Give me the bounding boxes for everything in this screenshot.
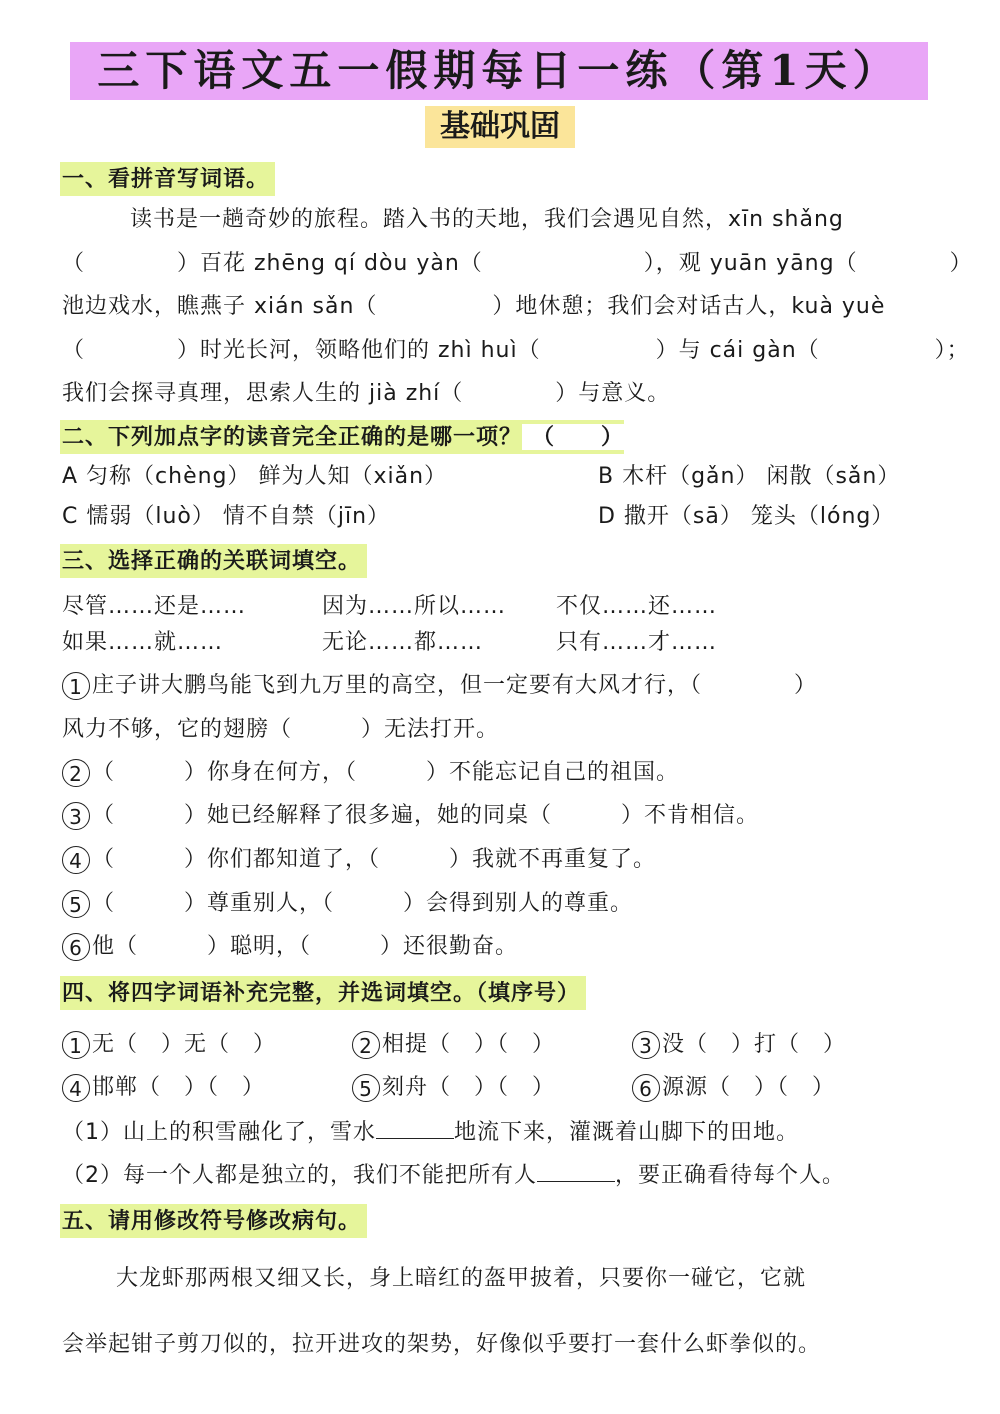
s4-s2-start: （2）每一个人都是独立的，我们不能把所有人	[62, 1163, 537, 1188]
s4-w5-text: 刻舟（ ）（ ）	[382, 1075, 556, 1100]
s4-w1-number: 1	[62, 1031, 90, 1059]
s3-q4-text: （ ）你们都知道了，（ ）我就不再重复了。	[92, 847, 657, 872]
s4-w5-number: 5	[352, 1074, 380, 1102]
s3-q6-text: 他（ ）聪明，（ ）还很勤奋。	[92, 934, 519, 959]
s3-question-1-cont: 风力不够，它的翅膀（ ）无法打开。	[62, 717, 500, 742]
s4-w4-number: 4	[62, 1074, 90, 1102]
s1-line-4: （ ）时光长河，领略他们的 zhì huì（ ）与 cái gàn（ ）；	[62, 338, 970, 363]
s4-sentence-2	[62, 1159, 845, 1192]
s4-w1-text: 无（ ）无（ ）	[92, 1032, 277, 1057]
page-title: 三下语文五一假期每日一练（第1天）	[97, 46, 901, 95]
s3-word-3: 不仅……还……	[556, 594, 718, 619]
s3-q2-number: 2	[62, 759, 90, 787]
s5-line-1: 大龙虾那两根又细又长，身上暗红的盔甲披着，只要你一碰它，它就	[116, 1266, 807, 1291]
s4-w6-text: 源源（ ）（ ）	[662, 1075, 836, 1100]
s3-q1-text: 庄子讲大鹏鸟能飞到九万里的高空，但一定要有大风才行，（ ）	[92, 673, 818, 698]
s1-line-1: 读书是一趟奇妙的旅程。踏入书的天地，我们会遇见自然，xīn shǎng	[130, 207, 844, 232]
s4-w2-number: 2	[352, 1031, 380, 1059]
s4-s1-fill-line	[376, 1116, 454, 1139]
s3-q6-number: 6	[62, 933, 90, 961]
section-2-heading-text: 二、下列加点字的读音完全正确的是哪一项？	[62, 424, 523, 450]
s3-question-4	[62, 844, 656, 876]
s2-option-c: C 懦弱（luò） 情不自禁（jīn）	[62, 504, 391, 529]
s3-q4-number: 4	[62, 846, 90, 874]
section-3-heading: 三、选择正确的关联词填空。	[60, 544, 367, 578]
s3-q3-number: 3	[62, 802, 90, 830]
s4-word-3	[632, 1029, 846, 1061]
s3-word-1: 尽管……还是……	[62, 594, 247, 619]
s1-line-3: 池边戏水，瞧燕子 xián sǎn（ ）地休憩；我们会对话古人，kuà yuè	[62, 294, 886, 319]
s4-sentence-1	[62, 1116, 799, 1149]
s4-word-1	[62, 1029, 276, 1061]
s3-question-2	[62, 757, 679, 789]
s3-word-5: 无论……都……	[322, 630, 484, 655]
s4-word-2	[352, 1029, 555, 1061]
s3-q5-number: 5	[62, 890, 90, 918]
s3-q5-text: （ ）尊重别人，（ ）会得到别人的尊重。	[92, 891, 634, 916]
s3-word-2: 因为……所以……	[322, 594, 507, 619]
page-subtitle: 基础巩固	[425, 106, 575, 148]
s4-word-5	[352, 1072, 555, 1104]
s4-s1-end: 地流下来，灌溉着山脚下的田地。	[454, 1120, 800, 1145]
section-4-heading: 四、将四字词语补充完整，并选词填空。（填序号）	[60, 976, 586, 1010]
section-2-answer-blank: （ ）	[522, 424, 624, 450]
s4-s2-fill-line	[537, 1159, 615, 1182]
s4-w4-text: 邯郸（ ）（ ）	[92, 1075, 266, 1100]
s4-s2-end: ，要正确看待每个人。	[615, 1163, 846, 1188]
s4-w3-number: 3	[632, 1031, 660, 1059]
section-5-heading: 五、请用修改符号修改病句。	[60, 1204, 367, 1238]
s3-question-6	[62, 931, 518, 963]
s1-line-2: （ ）百花 zhēng qí dòu yàn（ ），观 yuān yāng（ ）	[62, 251, 973, 276]
s4-word-6	[632, 1072, 835, 1104]
s4-word-4	[62, 1072, 265, 1104]
section-2-heading	[60, 420, 624, 454]
s3-question-5	[62, 888, 633, 920]
s3-question-1	[62, 670, 817, 702]
s2-option-a: A 匀称（chèng） 鲜为人知（xiǎn）	[62, 464, 448, 489]
s4-w3-text: 没（ ）打（ ）	[662, 1032, 847, 1057]
s4-w6-number: 6	[632, 1074, 660, 1102]
s3-word-4: 如果……就……	[62, 630, 224, 655]
s3-q2-text: （ ）你身在何方，（ ）不能忘记自己的祖国。	[92, 760, 680, 785]
s2-option-b: B 木杆（gǎn） 闲散（sǎn）	[598, 464, 901, 489]
s3-question-3	[62, 800, 759, 832]
s1-line-5: 我们会探寻真理，思索人生的 jià zhí（ ）与意义。	[62, 381, 671, 406]
s5-line-2: 会举起钳子剪刀似的，拉开进攻的架势，好像似乎要打一套什么虾拳似的。	[62, 1332, 822, 1357]
s3-q3-text: （ ）她已经解释了很多遍，她的同桌（ ）不肯相信。	[92, 803, 760, 828]
s3-q1-number: 1	[62, 672, 90, 700]
section-1-heading: 一、看拼音写词语。	[60, 162, 275, 196]
s3-word-6: 只有……才……	[556, 630, 718, 655]
s4-s1-start: （1）山上的积雪融化了，雪水	[62, 1120, 376, 1145]
s2-option-d: D 撒开（sā） 笼头（lóng）	[598, 504, 895, 529]
s4-w2-text: 相提（ ）（ ）	[382, 1032, 556, 1057]
